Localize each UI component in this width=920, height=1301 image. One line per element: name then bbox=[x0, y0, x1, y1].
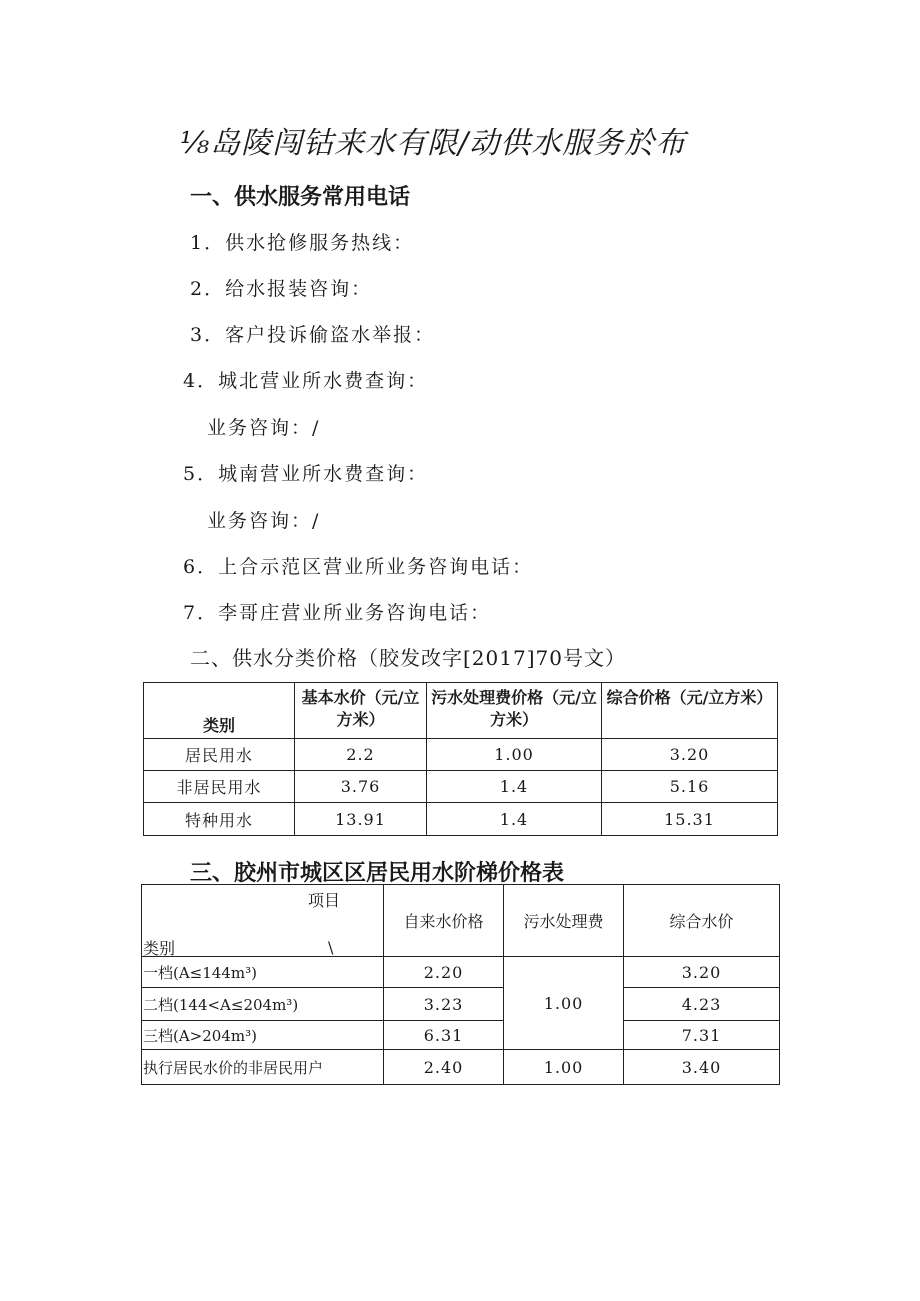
tier-tap: 2.20 bbox=[384, 957, 504, 988]
phone-item-5: 5．城南营业所水费查询： bbox=[183, 463, 429, 485]
price-cell-total: 3.20 bbox=[602, 739, 778, 771]
tier-total: 3.40 bbox=[624, 1050, 780, 1085]
tier-corner-cell bbox=[142, 885, 384, 957]
corner-slash: \ bbox=[328, 937, 334, 957]
price-cell-category: 居民用水 bbox=[144, 739, 295, 771]
price-cell-basic: 13.91 bbox=[295, 803, 427, 836]
tier-label: 二档(144<A≤204m³) bbox=[142, 988, 384, 1021]
price-header-total: 综合价格（元/立方米） bbox=[602, 683, 778, 739]
price-header-category: 类别 bbox=[144, 683, 295, 739]
table-row bbox=[142, 1021, 780, 1050]
tier-label: 三档(A>204m³) bbox=[142, 1021, 384, 1050]
document-title: ⅛岛陵闯钴来水有限/动供水服务於布 bbox=[180, 126, 687, 161]
price-cell-sewage: 1.00 bbox=[427, 739, 602, 771]
table-row bbox=[144, 739, 778, 771]
table-row bbox=[144, 771, 778, 803]
tier-label: 执行居民水价的非居民用户 bbox=[142, 1050, 384, 1085]
section2-heading: 二、供水分类价格（胶发改字[2017]70号文） bbox=[190, 646, 626, 670]
tier-label: 一档(A≤144m³) bbox=[142, 957, 384, 988]
tier-tap: 2.40 bbox=[384, 1050, 504, 1085]
phone-item-7: 7．李哥庄营业所业务咨询电话： bbox=[183, 602, 492, 624]
price-cell-basic: 3.76 bbox=[295, 771, 427, 803]
table-row bbox=[144, 803, 778, 836]
tier-tap: 6.31 bbox=[384, 1021, 504, 1050]
phone-item-4: 4．城北营业所水费查询： bbox=[183, 370, 429, 392]
price-header-basic: 基本水价（元/立方米） bbox=[295, 683, 427, 739]
price-cell-sewage: 1.4 bbox=[427, 771, 602, 803]
phone-item-6: 6．上合示范区营业所业务咨询电话： bbox=[183, 556, 534, 578]
price-cell-category: 非居民用水 bbox=[144, 771, 295, 803]
tier-price-table bbox=[141, 884, 780, 1085]
phone-item-1: 1．供水抢修服务热线： bbox=[190, 232, 415, 254]
price-cell-basic: 2.2 bbox=[295, 739, 427, 771]
table-row bbox=[142, 1050, 780, 1085]
tier-total: 7.31 bbox=[624, 1021, 780, 1050]
tier-total: 4.23 bbox=[624, 988, 780, 1021]
section1-heading: 一、供水服务常用电话 bbox=[190, 185, 411, 210]
price-cell-category: 特种用水 bbox=[144, 803, 295, 836]
table-row bbox=[142, 988, 780, 1021]
price-header-sewage: 污水处理费价格（元/立方米） bbox=[427, 683, 602, 739]
price-table bbox=[143, 682, 778, 836]
phone-item-5-sub: 业务咨询：/ bbox=[207, 510, 321, 532]
corner-category-label: 类别 bbox=[143, 938, 176, 958]
tier-sewage-merged: 1.00 bbox=[504, 957, 624, 1050]
tier-header-total: 综合水价 bbox=[624, 885, 780, 957]
table-row bbox=[142, 957, 780, 988]
section3-heading: 三、胶州市城区区居民用水阶梯价格表 bbox=[190, 861, 565, 886]
corner-item-label: 项目 bbox=[308, 890, 341, 910]
phone-item-2: 2．给水报装咨询： bbox=[190, 278, 373, 300]
tier-total: 3.20 bbox=[624, 957, 780, 988]
price-cell-total: 15.31 bbox=[602, 803, 778, 836]
price-cell-sewage: 1.4 bbox=[427, 803, 602, 836]
phone-item-4-sub: 业务咨询：/ bbox=[207, 417, 321, 439]
tier-header-tap: 自来水价格 bbox=[384, 885, 504, 957]
tier-sewage: 1.00 bbox=[504, 1050, 624, 1085]
phone-item-3: 3．客户投诉偷盗水举报： bbox=[190, 324, 436, 346]
tier-header-sewage: 污水处理费 bbox=[504, 885, 624, 957]
price-cell-total: 5.16 bbox=[602, 771, 778, 803]
tier-tap: 3.23 bbox=[384, 988, 504, 1021]
price-table-header-row bbox=[144, 683, 778, 739]
tier-table-header-row bbox=[142, 885, 780, 957]
